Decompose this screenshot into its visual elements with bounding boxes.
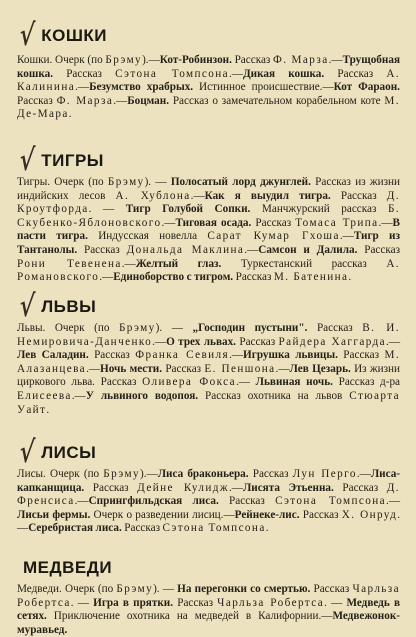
text-run: Рассказ xyxy=(77,243,127,256)
story-title: Игрушка львицы. xyxy=(243,349,338,362)
section-foxes xyxy=(17,435,401,553)
text-run: Рассказ xyxy=(310,583,353,595)
story-title: Тигр из Тантанолы. xyxy=(17,230,400,256)
text-run: Рассказ xyxy=(330,189,387,202)
section-text xyxy=(17,322,400,417)
section-title: ЛИСЫ xyxy=(41,443,97,462)
section-tigers xyxy=(17,143,400,292)
section-title: ТИГРЫ xyxy=(41,151,104,170)
text-run: Рассказ xyxy=(173,596,218,609)
author-name: Брэму xyxy=(103,468,140,480)
text-run: Рассказ xyxy=(88,349,136,362)
section-text xyxy=(17,583,400,637)
author-name: Брэму xyxy=(107,176,145,188)
text-run: .— xyxy=(161,216,176,229)
text-run: .— xyxy=(244,243,259,256)
text-run: .— xyxy=(386,335,400,348)
author-name: А. Хублона xyxy=(115,189,191,202)
author-name: В. И. Немировича-Данченко xyxy=(17,322,400,348)
story-title: Игра в прятки. xyxy=(93,596,174,609)
section-heading xyxy=(17,289,400,324)
text-run: Рассказ о замечательном корабельном коте xyxy=(169,94,385,107)
story-title: Дикая кошка. xyxy=(242,67,325,80)
text-run: Лисы. Очерк (по xyxy=(17,468,104,480)
story-title: Спрингфильдская лиса. xyxy=(88,495,219,508)
text-run: Рассказ xyxy=(248,468,293,480)
author-name: Сэтона Томпсона xyxy=(162,522,266,535)
checkmark-icon: √ xyxy=(18,289,37,324)
story-title: „Господин пустыни". xyxy=(192,322,308,334)
story-title: Безумство храбрых. xyxy=(89,81,194,94)
text-run: Медведи. Очерк (по xyxy=(17,583,117,595)
section-heading xyxy=(17,553,400,583)
section-lions xyxy=(17,289,401,438)
checkmark-icon: √ xyxy=(18,18,37,53)
story-title: Львиная ночь. xyxy=(255,376,333,389)
text-run: . — xyxy=(70,596,94,609)
text-run: . xyxy=(68,108,72,121)
story-title: О трех львах. xyxy=(166,335,236,348)
author-name: Брэму xyxy=(105,54,143,66)
section-text xyxy=(17,176,400,285)
author-name: А. Калинина xyxy=(17,67,401,94)
author-name: А. Романовского xyxy=(17,257,400,284)
text-run: Туркестанский рассказ xyxy=(221,257,387,270)
text-run: Рассказ xyxy=(17,94,57,107)
text-run: ).— xyxy=(139,468,158,480)
text-run: Из жизни циркового льва. Рассказ xyxy=(17,362,400,389)
story-title: Самсон и Далила. xyxy=(258,243,358,256)
text-run: .— xyxy=(228,481,243,494)
text-run: . — xyxy=(324,596,347,609)
text-run: .— xyxy=(328,54,343,66)
text-run: Рассказ xyxy=(121,522,163,535)
author-name: Б. Скубенко-Яблоновского xyxy=(17,203,400,229)
story-title: В пасти тигра. xyxy=(17,216,400,243)
story-title: Единоборство с тигром. xyxy=(113,271,234,284)
author-name: Рони Тевенена xyxy=(17,257,122,270)
text-run: Рассказ xyxy=(324,67,387,80)
text-run: ). — xyxy=(153,583,178,595)
section-title: ЛЬВЫ xyxy=(41,297,97,316)
text-run: . xyxy=(348,271,352,284)
story-title: У львиного водопоя. xyxy=(85,389,199,402)
text-run: . xyxy=(46,403,50,416)
story-title: Медвежонок-муравьед. xyxy=(17,610,400,636)
text-run: .— xyxy=(99,271,114,284)
author-name: Х. Онруд xyxy=(341,508,398,521)
story-title: Лиса браконьера. xyxy=(157,468,249,480)
text-run: ). — xyxy=(155,322,193,334)
section-title: КОШКИ xyxy=(41,26,107,45)
text-run: Рассказ xyxy=(218,495,276,508)
author-name: Франка Севиля xyxy=(135,349,230,362)
text-run: .— xyxy=(236,376,256,389)
author-name: Д. Френсиса xyxy=(17,481,400,508)
text-run: Рассказ xyxy=(53,67,116,80)
text-run: . — xyxy=(88,203,126,216)
author-name: Чарльза Робертса xyxy=(217,596,325,609)
text-run: Кошки. Очерк (по xyxy=(17,54,106,66)
text-run: .— xyxy=(113,94,128,107)
author-name: Лун Перго xyxy=(292,468,357,480)
story-title: Полосатый лорд джунглей. xyxy=(170,176,311,188)
author-name: Чарльза Робертса xyxy=(17,583,400,609)
story-title: Боцман. xyxy=(127,94,170,107)
text-run: .— xyxy=(75,81,90,94)
text-run: Рассказ xyxy=(235,335,279,348)
text-run: .— xyxy=(275,362,290,375)
text-run: Рассказ xyxy=(231,54,274,66)
text-run: Рассказ охотника на львов xyxy=(198,389,350,402)
text-run: .— xyxy=(74,495,89,508)
section-title: МЕДВЕДИ xyxy=(23,558,113,577)
text-run: .— xyxy=(152,335,167,348)
section-heading xyxy=(17,18,400,54)
text-run: ). — xyxy=(144,176,171,188)
story-title: Лев Цезарь. xyxy=(289,362,351,375)
text-run: .— xyxy=(71,389,86,402)
text-run: Рассказ д-ра xyxy=(332,376,401,389)
story-title: Тигр Голубой Сопки. xyxy=(125,203,251,216)
author-name: М. Алазанцева xyxy=(17,349,401,375)
story-title: Кот Фараон. xyxy=(333,81,400,94)
author-name: Елисеева xyxy=(17,389,72,402)
author-name: Д. Кроутфорда xyxy=(17,189,400,216)
text-run: Индусская новелла xyxy=(87,230,208,243)
author-name: Брэму xyxy=(116,583,154,595)
author-name: Сарат Кумар Гхоша xyxy=(207,230,340,243)
text-run: Рассказ xyxy=(357,243,400,256)
story-title: На перегонки со смертью. xyxy=(177,583,311,595)
text-run: .— xyxy=(339,230,354,243)
text-run: Львы. Очерк (по xyxy=(17,322,119,334)
story-title: Медведь в сетях. xyxy=(17,596,400,623)
author-name: Райдера Хаггарда xyxy=(278,335,387,348)
story-title: Кот-Робинзон. xyxy=(159,54,232,66)
checkmark-icon: √ xyxy=(18,143,37,178)
text-run: .— xyxy=(228,67,243,80)
section-heading xyxy=(17,143,400,178)
text-run: Рассказ xyxy=(251,216,296,229)
story-title: Трущобная кошка. xyxy=(17,54,400,80)
section-cats xyxy=(17,18,400,146)
story-title: Ночь мести. xyxy=(100,362,163,375)
story-title: Серебристая лиса. xyxy=(28,522,122,535)
text-run: Тигры. Очерк (по xyxy=(17,176,108,188)
text-run: Очерк о разведении лисиц.— xyxy=(90,508,235,521)
text-run: Рассказ xyxy=(162,362,205,375)
author-name: Ф. Марза xyxy=(273,54,329,66)
text-run: .— xyxy=(17,508,400,535)
author-name: Ф. Марза xyxy=(56,94,114,107)
story-title: Лиса-капканщица. xyxy=(17,468,401,494)
author-name: М. Батенина xyxy=(273,271,349,284)
text-run: .— xyxy=(356,468,371,480)
author-name: Томаса Трипа xyxy=(295,216,379,229)
text-run: .— xyxy=(378,216,393,229)
text-run: Рассказ xyxy=(84,481,138,494)
story-title: Лев Саладин. xyxy=(17,349,89,362)
text-run: . xyxy=(265,522,269,535)
section-bears xyxy=(17,553,400,637)
author-name: Е. Пеншона xyxy=(204,362,276,375)
text-run: Приключение охотника на медведей в Калифорнии.— xyxy=(46,610,333,623)
section-text xyxy=(17,468,400,536)
text-run: Истинное происшествие.— xyxy=(193,81,334,94)
author-name: М. Де-Мара xyxy=(17,94,400,121)
text-run: ).— xyxy=(142,54,160,66)
section-heading xyxy=(17,435,400,470)
text-run: .— xyxy=(121,257,136,270)
story-title: Лисята Этьенна. xyxy=(242,481,334,494)
text-run: .— xyxy=(86,362,101,375)
text-run: Рассказ xyxy=(299,508,342,521)
text-run: .— xyxy=(386,495,401,508)
text-run: Манчжурский рассказ xyxy=(250,203,388,216)
story-title: Желтый глаз. xyxy=(135,257,222,270)
story-title: Тиговая осада. xyxy=(175,216,252,229)
author-name: Брэму xyxy=(118,322,156,334)
author-name: Дейне Кулидж xyxy=(137,481,229,494)
text-run: .— xyxy=(190,189,205,202)
text-run: Рассказ xyxy=(337,349,385,362)
story-title: Как я выудил тигра. xyxy=(204,189,331,202)
story-title: Лисьи фермы. xyxy=(17,508,91,521)
text-run: .— xyxy=(229,349,244,362)
author-name: Сэтона Томпсона xyxy=(115,67,229,80)
text-run: Рассказ из жизни индийских лесов xyxy=(17,176,400,202)
checkmark-icon: √ xyxy=(18,435,37,470)
story-title: Рейнеке-лис. xyxy=(234,508,300,521)
author-name: Стюарта Уайт xyxy=(17,389,401,416)
text-run: Рассказ xyxy=(233,271,274,284)
author-name: Дональда Маклина xyxy=(126,243,245,256)
text-run: Рассказ xyxy=(307,322,363,334)
section-text xyxy=(17,54,400,122)
author-name: Сэтона Томпсона xyxy=(275,495,387,508)
author-name: Оливера Фокса xyxy=(142,376,236,389)
text-run: Рассказ xyxy=(333,481,387,494)
